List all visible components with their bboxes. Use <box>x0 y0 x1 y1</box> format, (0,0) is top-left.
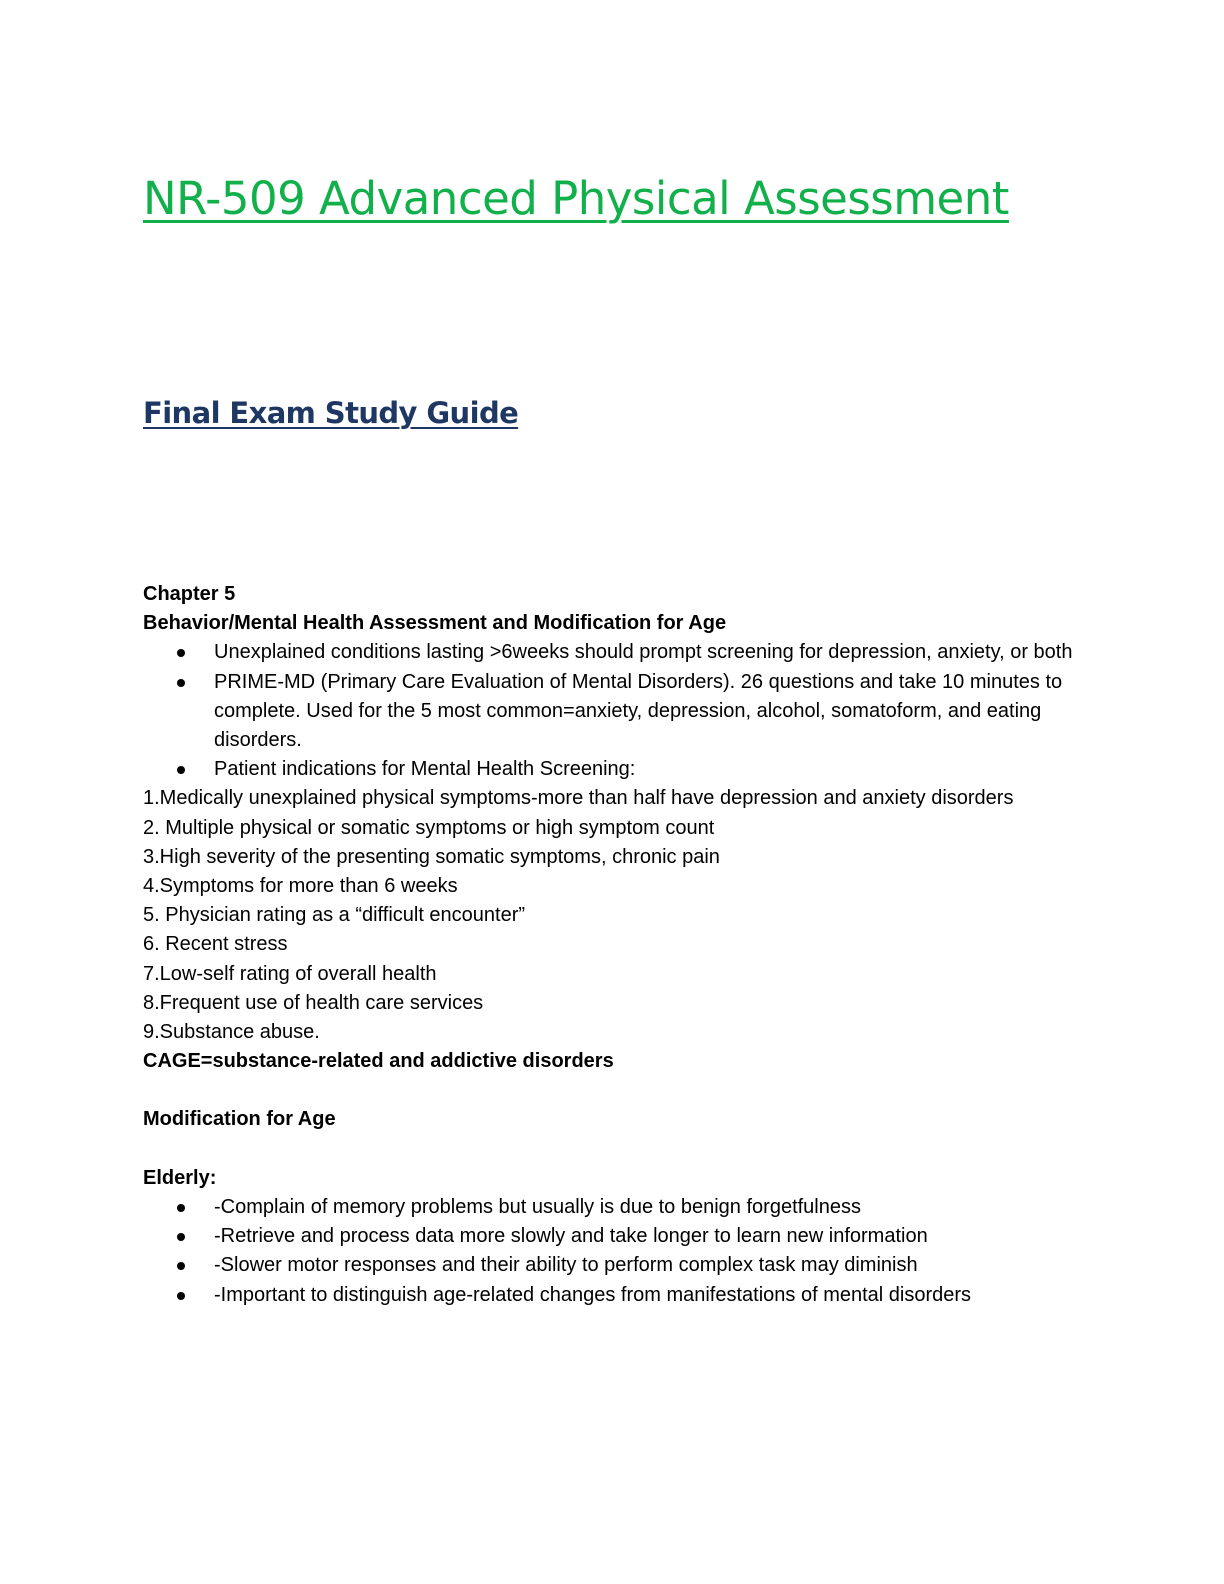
document-title: NR-509 Advanced Physical Assessment <box>143 172 1009 225</box>
list-item-text: PRIME-MD (Primary Care Evaluation of Mental Disorders). 26 questions and take 10 minutes to complete. Used for the 5 most common=anxiety, depression, alcohol, somatoform, and eating disorders. <box>214 670 1063 751</box>
numbered-item: 5. Physician rating as a “difficult encounter” <box>143 904 526 927</box>
bullet-icon <box>177 649 185 657</box>
document-body <box>143 580 1083 1310</box>
document-subtitle: Final Exam Study Guide <box>143 396 519 430</box>
chapter-label: Chapter 5 <box>143 583 236 605</box>
bullet-icon <box>177 1204 185 1212</box>
list-item <box>143 1251 1083 1280</box>
list-item <box>143 1222 1083 1251</box>
elderly-heading: Elderly: <box>143 1166 217 1189</box>
section-heading: Behavior/Mental Health Assessment and Modification for Age <box>143 612 727 635</box>
screening-bullet-list <box>143 638 1083 784</box>
modification-heading: Modification for Age <box>143 1108 336 1131</box>
list-item-text: -Important to distinguish age-related changes from manifestations of mental disorders <box>214 1283 972 1306</box>
numbered-item: 2. Multiple physical or somatic symptoms or high symptom count <box>143 816 715 839</box>
list-item-text: Patient indications for Mental Health Screening: <box>214 758 636 781</box>
numbered-item: 1.Medically unexplained physical symptoms-more than half have depression and anxiety disorders <box>143 787 1014 810</box>
bullet-icon <box>177 766 185 774</box>
list-item <box>143 755 1083 784</box>
list-item <box>143 638 1083 667</box>
bullet-icon <box>177 1233 185 1241</box>
list-item-text: -Retrieve and process data more slowly and take longer to learn new information <box>214 1225 928 1248</box>
numbered-item: 3.High severity of the presenting somatic symptoms, chronic pain <box>143 845 720 868</box>
numbered-item: 9.Substance abuse. <box>143 1020 320 1043</box>
list-item <box>143 668 1083 756</box>
indications-numbered-list <box>143 784 1083 1047</box>
numbered-item: 6. Recent stress <box>143 933 288 956</box>
cage-line: CAGE=substance-related and addictive disorders <box>143 1050 614 1073</box>
list-item <box>143 1193 1083 1222</box>
bullet-icon <box>177 1292 185 1300</box>
list-item-text: -Complain of memory problems but usually is due to benign forgetfulness <box>214 1196 861 1219</box>
bullet-icon <box>177 1262 185 1270</box>
numbered-item: 4.Symptoms for more than 6 weeks <box>143 874 458 897</box>
numbered-item: 7.Low-self rating of overall health <box>143 962 437 985</box>
list-item-text: Unexplained conditions lasting >6weeks should prompt screening for depression, anxiety, or both <box>214 641 1073 664</box>
numbered-item: 8.Frequent use of health care services <box>143 991 484 1014</box>
list-item-text: -Slower motor responses and their ability to perform complex task may diminish <box>214 1254 918 1277</box>
bullet-icon <box>177 679 185 687</box>
elderly-bullet-list <box>143 1193 1083 1310</box>
list-item <box>143 1281 1083 1310</box>
